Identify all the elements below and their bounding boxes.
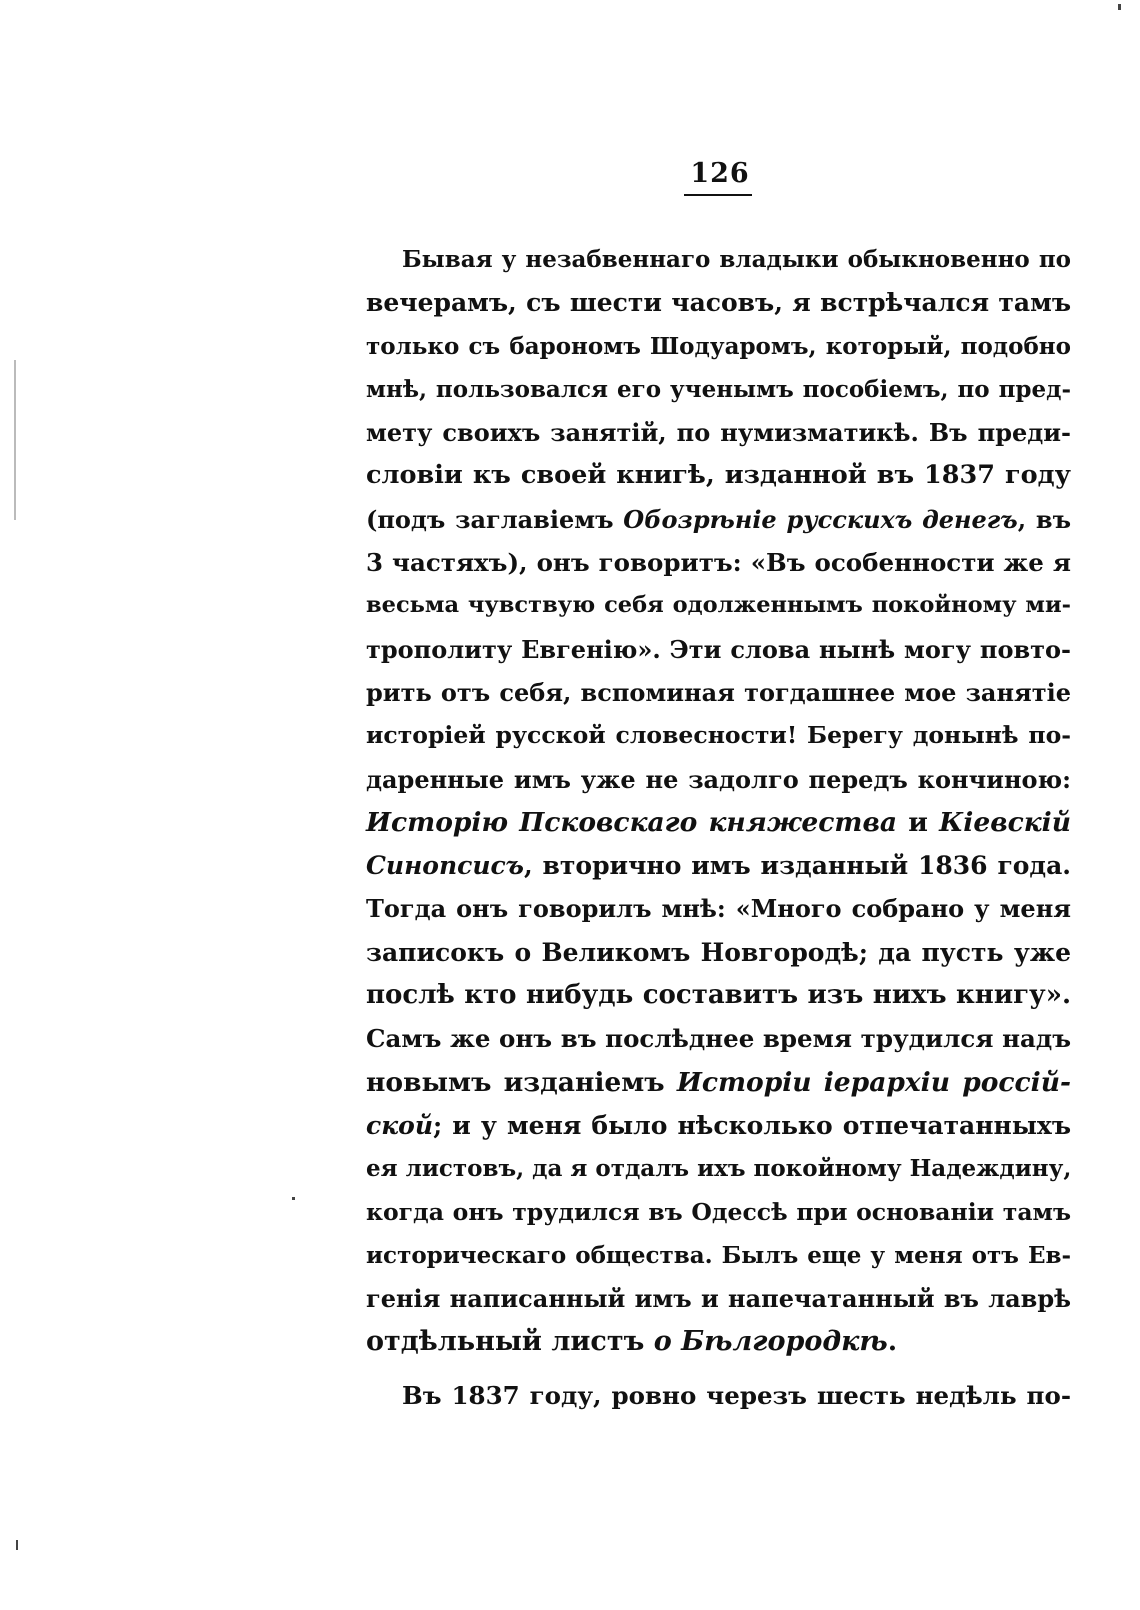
text-line: мету своихъ занятій, по нумизматикѣ. Въ преди- — [366, 418, 1071, 448]
text-line: даренные имъ уже не задолго передъ кончиною: — [366, 764, 1071, 794]
text-line: словіи къ своей книгѣ, изданной въ 1837 году — [366, 460, 1071, 491]
text-line: новымъ изданіемъ Исторіи іерархіи россій- — [366, 1066, 1071, 1098]
text-line: 3 частяхъ), онъ говоритъ: «Въ особенности же я — [366, 548, 1071, 578]
body-text — [366, 238, 1071, 1417]
scan-speck — [292, 1197, 295, 1200]
scan-speck — [16, 1540, 18, 1550]
book-title: Кіевскій — [939, 806, 1071, 838]
text-line: Тогда онъ говорилъ мнѣ: «Много собрано у меня — [366, 894, 1071, 924]
text-line: Исторію Псковскаго княжества и Кіевскій — [366, 806, 1071, 838]
text-line: ея листовъ, да я отдалъ ихъ покойному Надеждину, — [366, 1155, 1072, 1183]
text-line: Синопсисъ, вторично имъ изданный 1836 года. — [366, 851, 1071, 881]
text-line: Въ 1837 году, ровно черезъ шесть недѣль по- — [402, 1380, 1071, 1410]
text-line: весьма чувствую себя одолженнымъ покойному ми- — [366, 592, 1071, 619]
text-line: генія написанный имъ и напечатанный въ лаврѣ — [366, 1284, 1071, 1314]
text-line: (подъ заглавіемъ Обозрѣніе русскихъ денегъ, въ — [366, 504, 1071, 534]
text-line: отдѣльный листъ о Бѣлгородкѣ. — [366, 1326, 898, 1358]
book-title: Синопсисъ — [366, 851, 524, 881]
text-line: мнѣ, пользовался его ученымъ пособіемъ, по пред- — [366, 375, 1071, 403]
page-number-rule — [684, 194, 752, 196]
scan-speck — [1118, 4, 1121, 10]
text-line: Самъ же онъ въ послѣднее время трудился надъ — [366, 1024, 1071, 1054]
text-line: рить отъ себя, вспоминая тогдашнее мое занятіе — [366, 677, 1071, 707]
book-title: Исторіи іерархіи россій- — [676, 1066, 1071, 1098]
scan-speck — [14, 360, 16, 520]
book-title: Обозрѣніе русскихъ денегъ — [623, 504, 1018, 534]
book-title: о Бѣлгородкѣ — [653, 1326, 888, 1358]
page-number: 126 — [690, 158, 750, 189]
text-line: вечерамъ, съ шести часовъ, я встрѣчался тамъ — [366, 288, 1071, 318]
text-line: Бывая у незабвеннаго владыки обыкновенно по — [402, 246, 1071, 273]
paragraph-gap — [366, 1364, 1071, 1374]
book-title: Исторію Псковскаго княжества — [366, 806, 898, 838]
text-line: когда онъ трудился въ Одессѣ при основаніи тамъ — [366, 1197, 1071, 1226]
book-title: ской — [366, 1110, 433, 1140]
text-line: историческаго общества. Былъ еще у меня отъ Ев- — [366, 1241, 1071, 1269]
text-line: исторіей русской словесности! Берегу донынѣ по- — [366, 721, 1071, 750]
text-line: ской; и у меня было нѣсколько отпечатанныхъ — [366, 1110, 1071, 1140]
text-line: записокъ о Великомъ Новгородѣ; да пусть уже — [366, 937, 1071, 967]
text-line: только съ барономъ Шодуаромъ, который, подобно — [366, 332, 1071, 360]
text-line: послѣ кто нибудь составитъ изъ нихъ книгу». — [366, 980, 1071, 1011]
text-line: трополиту Евгенію». Эти слова нынѣ могу повто- — [366, 634, 1071, 664]
